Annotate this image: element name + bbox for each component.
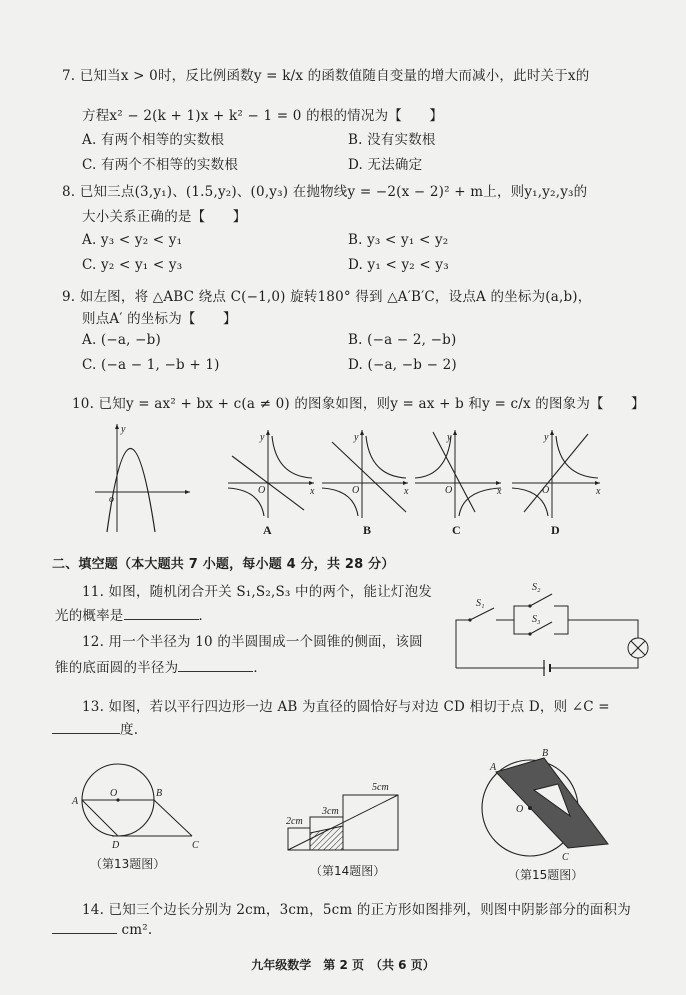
q10-label-b: B [363, 523, 372, 537]
svg-text:O: O [445, 485, 453, 496]
q12-line1: 12. 用一个半径为 10 的半圆围成一个圆锥的侧面，该圆 [82, 634, 423, 650]
q10-option-d-graph [512, 428, 604, 518]
q11-line2: 光的概率是 ． [55, 608, 213, 624]
q10-option-a-graph [228, 428, 318, 518]
q10-parabola-graph [95, 420, 195, 535]
svg-text:x: x [404, 486, 409, 497]
svg-text:x: x [310, 486, 315, 497]
q10-label-d: D [551, 523, 560, 537]
svg-text:y: y [260, 432, 265, 443]
q7-line1: 7. 已知当x > 0时，反比例函数y = k/x 的函数值随自变量的增大而减小，此时关于x的 [62, 68, 590, 84]
q9-option-c: C. (−a − 1, −b + 1) [82, 357, 220, 373]
svg-text:B: B [542, 748, 549, 759]
svg-text:O: O [352, 485, 360, 496]
q10-label-c: C [452, 523, 461, 537]
svg-text:A: A [490, 762, 497, 773]
switch-s3-label: S₃ [532, 614, 541, 625]
figure-14-caption: （第14题图） [310, 864, 386, 878]
q9-option-a: A. (−a, −b) [82, 332, 161, 348]
q7-option-a: A. 有两个相等的实数根 [82, 132, 225, 148]
svg-text:O: O [542, 485, 550, 496]
q10-label-a: A [263, 523, 272, 537]
q7-option-d: D. 无法确定 [348, 157, 423, 173]
figure-14 [282, 778, 422, 858]
svg-text:O: O [110, 788, 118, 799]
figure-13 [72, 760, 202, 850]
svg-text:2cm: 2cm [286, 816, 303, 827]
q10-option-b-graph [322, 428, 412, 518]
q7-line2: 方程x² − 2(k + 1)x + k² − 1 = 0 的根的情况为【 】 [82, 108, 444, 124]
q13-line1: 13. 如图，若以平行四边形一边 AB 为直径的圆恰好与对边 CD 相切于点 D，则 ∠C = [82, 699, 610, 715]
svg-text:y: y [544, 432, 549, 443]
q8-option-c: C. y₂ < y₁ < y₃ [82, 257, 183, 273]
svg-text:y: y [354, 432, 359, 443]
q8-line2: 大小关系正确的是【 】 [82, 209, 247, 225]
q9-line2: 则点A′ 的坐标为【 】 [82, 311, 237, 327]
q10-option-c-graph [415, 428, 505, 518]
figure-15-caption: （第15题图） [508, 868, 584, 882]
svg-text:3cm: 3cm [322, 806, 339, 817]
section-title: 二、填空题（本大题共 7 小题，每小题 4 分，共 28 分） [52, 557, 395, 572]
q7-option-b: B. 没有实数根 [348, 132, 436, 148]
svg-text:y: y [447, 432, 452, 443]
q13-line2: 度. [52, 718, 138, 738]
q9-line1: 9. 如左图，将 △ABC 绕点 C(−1,0) 旋转180° 得到 △A′B′C，设点A 的坐标为(a,b)， [62, 289, 592, 305]
figure-15 [478, 748, 618, 863]
svg-text:y: y [121, 424, 126, 435]
q14-line1: 14. 已知三个边长分别为 2cm，3cm，5cm 的正方形如图排列，则图中阴影部分的面积为 [82, 902, 631, 918]
svg-text:A: A [72, 796, 79, 807]
q8-option-a: A. y₃ < y₂ < y₁ [82, 232, 183, 248]
q9-option-d: D. (−a, −b − 2) [348, 357, 457, 373]
svg-text:B: B [156, 788, 163, 799]
q8-option-b: B. y₃ < y₁ < y₂ [348, 232, 449, 248]
q11-line1: 11. 如图，随机闭合开关 S₁,S₂,S₃ 中的两个，能让灯泡发 [82, 584, 433, 600]
svg-text:o: o [109, 494, 114, 505]
svg-text:C: C [192, 840, 199, 851]
q11-circuit-diagram [448, 580, 658, 675]
svg-text:x: x [497, 486, 502, 497]
page-footer: 九年级数学 第 2 页 （共 6 页） [251, 958, 435, 972]
svg-text:O: O [516, 804, 524, 815]
q14-line2: cm². [52, 922, 152, 938]
q8-line1: 8. 已知三点(3,y₁)、(1.5,y₂)、(0,y₃) 在抛物线y = −2(x − 2)² + m上，则y₁,y₂,y₃的 [62, 184, 588, 200]
q10-line1: 10. 已知y = ax² + bx + c(a ≠ 0) 的图象如图，则y = ax + b 和y = c/x 的图象为【 】 [72, 396, 645, 412]
svg-text:5cm: 5cm [372, 782, 389, 793]
q12-line2: 锥的底面圆的半径为 ． [55, 660, 268, 676]
switch-s2-label: S₂ [532, 582, 541, 593]
q8-option-d: D. y₁ < y₂ < y₃ [348, 257, 449, 273]
q9-option-b: B. (−a − 2, −b) [348, 332, 457, 348]
svg-text:O: O [258, 485, 266, 496]
switch-s1-label: S₁ [476, 598, 485, 609]
figure-13-caption: （第13题图） [90, 857, 166, 871]
svg-text:x: x [596, 486, 601, 497]
svg-text:D: D [112, 840, 120, 851]
q7-option-c: C. 有两个不相等的实数根 [82, 157, 239, 173]
svg-text:C: C [562, 852, 569, 863]
